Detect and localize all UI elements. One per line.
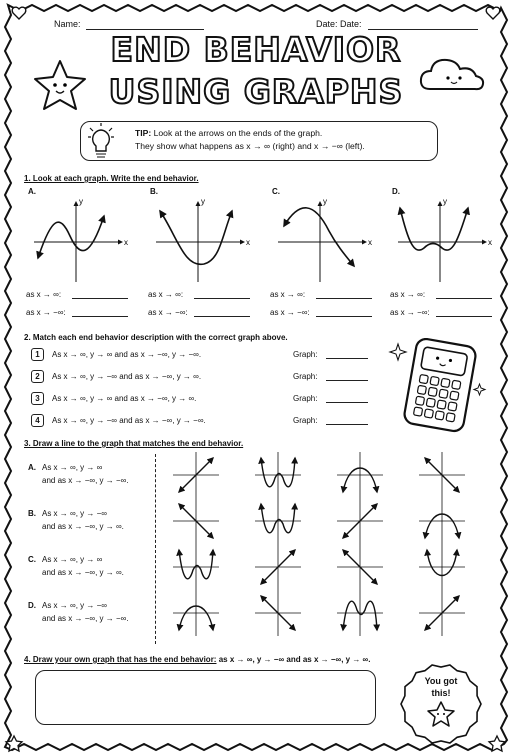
answer-field[interactable] [194,298,250,299]
as-x-positive-label: as x → ∞: [390,290,426,299]
svg-text:x: x [124,238,128,247]
item-number: 1 [31,348,44,361]
title-line-1: END BEHAVIOR [110,30,402,69]
option-line-1: As x → ∞, y → ∞ [42,463,103,472]
section-4-heading: 4. Draw your own graph that has the end behavior: [24,655,217,664]
svg-text:y: y [443,197,447,206]
answer-field[interactable] [436,316,492,317]
option-line-1: As x → ∞, y → −∞ [42,509,107,518]
section-1-heading: 1. Look at each graph. Write the end behavior. [24,174,199,183]
as-x-negative-label: as x → −∞: [270,308,310,317]
as-x-negative-label: as x → −∞: [148,308,188,317]
graph [394,196,494,286]
answer-field[interactable] [72,298,128,299]
smiling-cloud-icon [418,56,488,94]
option-line-2: and as x → −∞, y → ∞. [42,568,124,577]
item-number: 2 [31,370,44,383]
svg-text:y: y [79,197,83,206]
match-description: As x → ∞, y → −∞ and as x → −∞, y → −∞. [52,416,206,425]
tip-line-2: They show what happens as x → ∞ (right) and x → −∞ (left). [135,141,365,151]
item-number: 4 [31,414,44,427]
graph [152,196,252,286]
section-3-heading: 3. Draw a line to the graph that matches the end behavior. [24,439,244,448]
as-x-positive-label: as x → ∞: [26,290,62,299]
graph-label: Graph: [293,416,318,425]
corner-heart-icon [12,7,26,19]
section-2-heading: 2. Match each end behavior description with the correct graph above. [24,333,288,342]
section-4-behavior: as x → ∞, y → −∞ and as x → −∞, y → ∞. [218,655,371,664]
match-description: As x → ∞, y → ∞ and as x → −∞, y → ∞. [52,394,197,403]
answer-field[interactable] [316,316,372,317]
svg-text:x: x [488,238,492,247]
name-label: Name: [54,19,81,29]
as-x-negative-label: as x → −∞: [26,308,66,317]
match-description: As x → ∞, y → ∞ and as x → −∞, y → −∞. [52,350,202,359]
option-line-2: and as x → −∞, y → −∞. [42,614,129,623]
graph-answer-field[interactable] [326,424,368,425]
corner-heart-icon [486,7,500,19]
answer-field[interactable] [72,316,128,317]
answer-field[interactable] [194,316,250,317]
option-letter: C. [28,555,36,564]
svg-text:x: x [246,238,250,247]
svg-text:y: y [201,197,205,206]
graph-label: A. [28,187,36,196]
lightbulb-icon [86,122,116,164]
as-x-positive-label: as x → ∞: [148,290,184,299]
graph-answer-field[interactable] [326,380,368,381]
option-line-2: and as x → −∞, y → ∞. [42,522,124,531]
answer-field[interactable] [436,298,492,299]
option-letter: A. [28,463,36,472]
badge-line-2: this! [431,688,451,698]
drawing-area[interactable] [35,670,376,725]
graph-label: C. [272,187,280,196]
match-description: As x → ∞, y → −∞ and as x → −∞, y → ∞. [52,372,202,381]
title-line-2: USING GRAPHS [108,72,404,111]
smiling-star-icon [30,58,90,113]
graph [30,196,130,286]
divider [155,454,156,644]
badge-line-1: You got [424,676,458,686]
option-line-1: As x → ∞, y → −∞ [42,601,107,610]
graph-label: Graph: [293,372,318,381]
as-x-negative-label: as x → −∞: [390,308,430,317]
as-x-positive-label: as x → ∞: [270,290,306,299]
graph [274,196,374,286]
graph-answer-field[interactable] [326,358,368,359]
graph-answer-field[interactable] [326,402,368,403]
date-label: Date: Date: [316,19,362,29]
graph-label: Graph: [293,350,318,359]
option-letter: D. [28,601,36,610]
graph-label: D. [392,187,400,196]
graph-label: Graph: [293,394,318,403]
graph-choices [165,450,495,650]
tip-label: TIP: [135,128,152,138]
svg-text:x: x [368,238,372,247]
option-line-2: and as x → −∞, y → −∞. [42,476,129,485]
tip-line-1: Look at the arrows on the ends of the graph. [153,128,323,138]
svg-text:y: y [323,197,327,206]
graph-label: B. [150,187,158,196]
option-line-1: As x → ∞, y → ∞ [42,555,103,564]
item-number: 3 [31,392,44,405]
answer-field[interactable] [316,298,372,299]
calculator-icon [388,338,496,438]
option-letter: B. [28,509,36,518]
